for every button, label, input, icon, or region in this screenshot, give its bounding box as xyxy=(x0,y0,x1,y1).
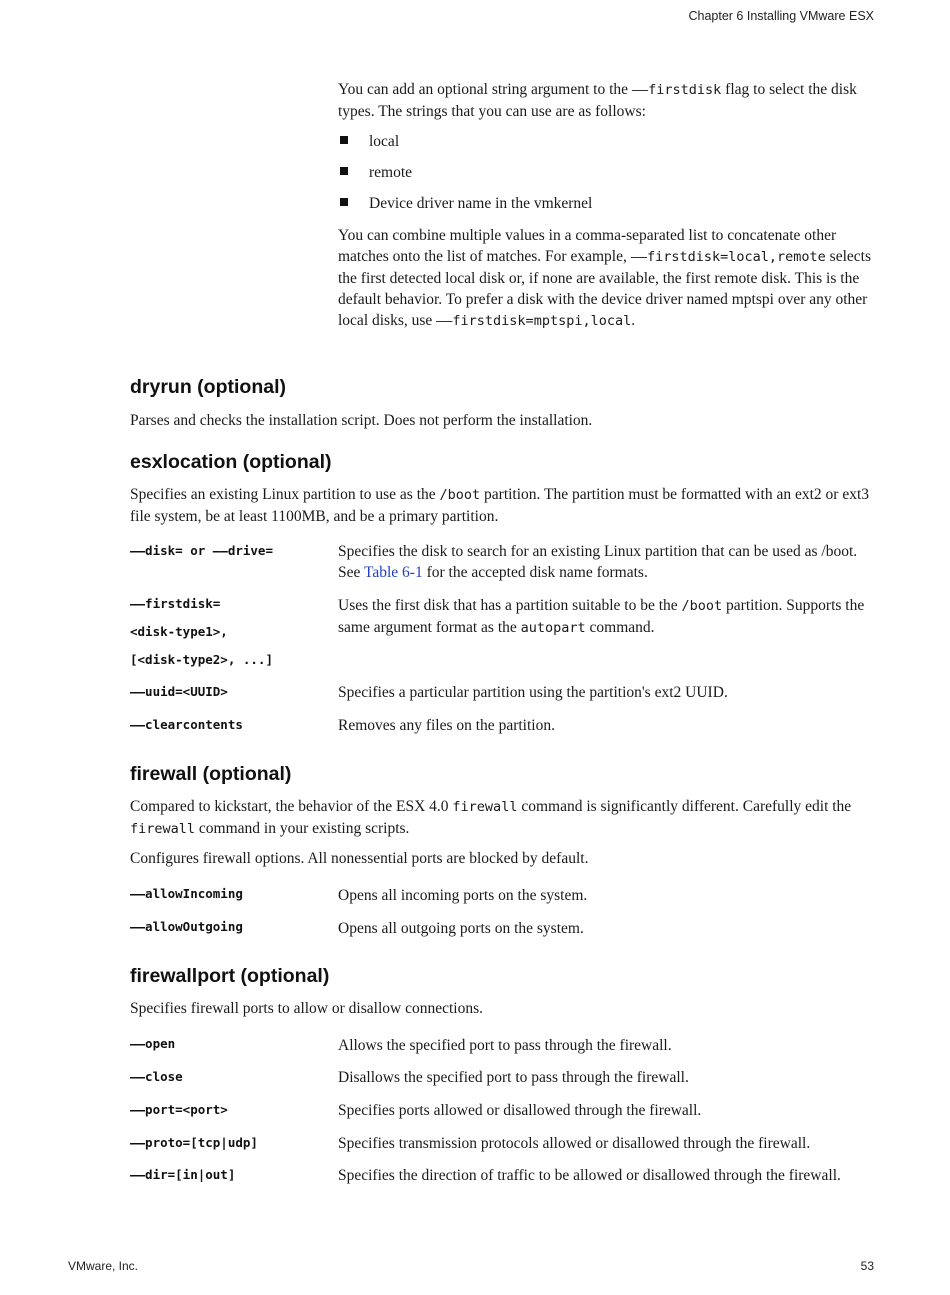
firewall-description: Configures firewall options. All nonessential ports are blocked by default. xyxy=(130,850,589,867)
option-name: ––firstdisk= xyxy=(130,596,221,611)
text: Specifies the disk to search for an existing Linux partition that can be used as /boot. See xyxy=(338,543,858,581)
text: for the accepted disk name formats. xyxy=(422,564,648,581)
inline-code: ––firstdisk xyxy=(631,82,722,98)
inline-code: firewall xyxy=(452,799,518,815)
table-6-1-link[interactable]: Table 6-1 xyxy=(363,564,423,581)
text: command. xyxy=(585,619,655,636)
option-description: Specifies a particular partition using the partition's ext2 UUID. xyxy=(338,684,728,701)
option-name: ––open xyxy=(130,1036,176,1051)
option-name: ––allowOutgoing xyxy=(130,919,243,934)
esxlocation-description xyxy=(130,484,878,527)
option-name: ––uuid=<UUID> xyxy=(130,684,228,699)
text: Uses the first disk that has a partition suitable to be the xyxy=(338,597,682,614)
firstdisk-combine-paragraph xyxy=(338,225,876,332)
option-description: Disallows the specified port to pass through the firewall. xyxy=(338,1069,689,1086)
option-name: ––allowIncoming xyxy=(130,886,243,901)
option-description xyxy=(338,541,876,583)
bullet-square-icon xyxy=(340,136,348,144)
option-name: ––disk= or ––drive= xyxy=(130,543,273,558)
inline-code: firewall xyxy=(130,821,196,837)
dryrun-description: Parses and checks the installation script. Does not perform the installation. xyxy=(130,412,593,429)
option-description: Opens all incoming ports on the system. xyxy=(338,887,588,904)
text: partition. Supports the same argument format as the xyxy=(338,597,865,636)
running-header: Chapter 6 Installing VMware ESX xyxy=(688,9,874,23)
option-name: ––close xyxy=(130,1069,183,1084)
inline-code: /boot xyxy=(439,487,481,503)
option-name: ––clearcontents xyxy=(130,717,243,732)
option-name: ––port=<port> xyxy=(130,1102,228,1117)
text: You can combine multiple values in a comma-separated list to concatenate other matches onto the list of matches. For example, xyxy=(338,227,837,265)
inline-code: ––firstdisk=local,remote xyxy=(630,249,826,265)
text: . xyxy=(631,312,636,329)
option-description: Specifies the direction of traffic to be allowed or disallowed through the firewall. xyxy=(338,1167,841,1184)
bullet-square-icon xyxy=(340,167,348,175)
list-item-label: local xyxy=(369,133,400,150)
inline-code: ––firstdisk=mptspi,local xyxy=(436,313,632,329)
option-description: Specifies ports allowed or disallowed through the firewall. xyxy=(338,1102,702,1119)
inline-code: /boot xyxy=(681,598,723,614)
firewall-compat-note xyxy=(130,796,878,840)
text: You can add an optional string argument to the xyxy=(338,81,632,98)
option-name: ––dir=[in|out] xyxy=(130,1167,236,1182)
section-heading-dryrun: dryrun (optional) xyxy=(130,376,286,398)
section-heading-esxlocation: esxlocation (optional) xyxy=(130,451,332,473)
footer-page-number: 53 xyxy=(860,1259,874,1273)
text: selects the first detected local disk or, if none are available, the first remote disk. This is the default behavior. To prefer a disk with the device driver named mptspi over any other local disks, use xyxy=(338,248,871,329)
text: command is significantly different. Carefully edit the xyxy=(517,798,852,815)
text: command in your existing scripts. xyxy=(195,820,410,837)
option-name: <disk-type1>, xyxy=(130,624,228,639)
text: Specifies an existing Linux partition to use as the xyxy=(130,486,440,503)
firstdisk-intro-paragraph xyxy=(338,79,876,122)
option-description: Removes any files on the partition. xyxy=(338,717,555,734)
option-description xyxy=(338,595,876,639)
section-heading-firewall: firewall (optional) xyxy=(130,763,292,785)
option-name: ––proto=[tcp|udp] xyxy=(130,1135,258,1150)
list-item-label: Device driver name in the vmkernel xyxy=(369,195,593,212)
footer-company: VMware, Inc. xyxy=(68,1259,139,1273)
text: partition. The partition must be formatted with an ext2 or ext3 file system, be at least 1100MB, and be a primary partition. xyxy=(130,486,870,525)
inline-code: autopart xyxy=(520,620,586,636)
section-heading-firewallport: firewallport (optional) xyxy=(130,965,330,987)
option-description: Opens all outgoing ports on the system. xyxy=(338,920,584,937)
firewallport-description: Specifies firewall ports to allow or disallow connections. xyxy=(130,1000,483,1017)
list-item-label: remote xyxy=(369,164,413,181)
bullet-square-icon xyxy=(340,198,348,206)
option-description: Allows the specified port to pass through the firewall. xyxy=(338,1037,672,1054)
option-description: Specifies transmission protocols allowed or disallowed through the firewall. xyxy=(338,1135,811,1152)
text: flag to select the disk types. The strings that you can use are as follows: xyxy=(338,81,857,120)
option-name: [<disk-type2>, ...] xyxy=(130,652,273,667)
text: Compared to kickstart, the behavior of the ESX 4.0 xyxy=(130,798,453,815)
